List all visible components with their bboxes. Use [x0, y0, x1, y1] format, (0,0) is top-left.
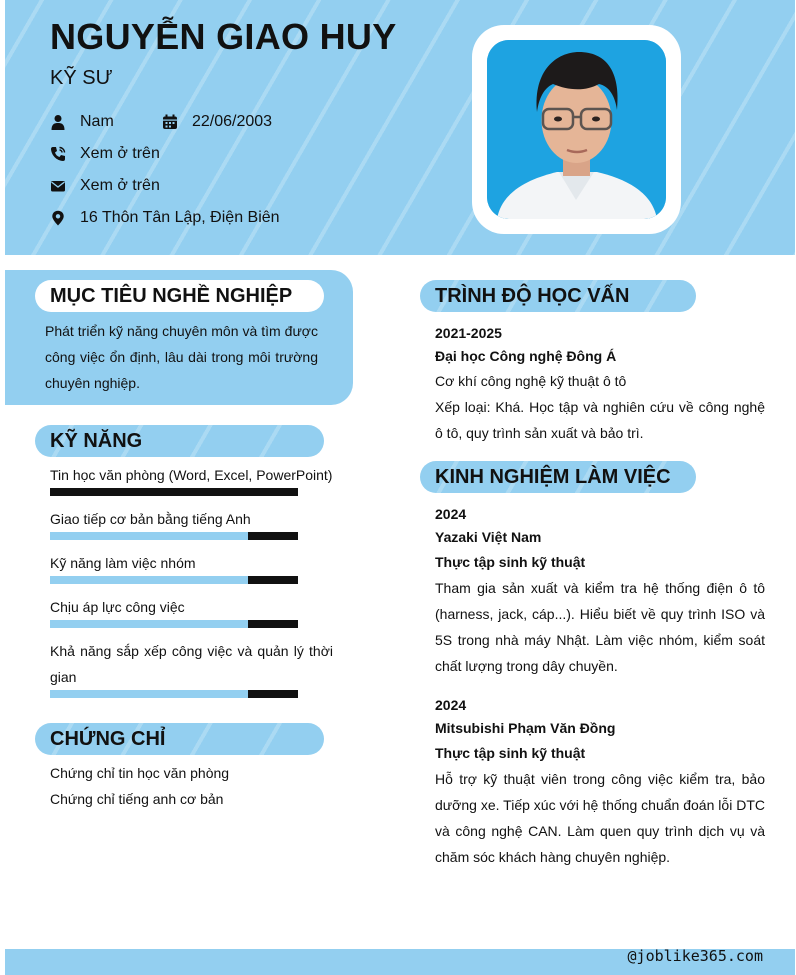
skill-bar-fill [50, 690, 248, 698]
experience-year: 2024 [435, 506, 467, 522]
skill-bar-fill [50, 620, 248, 628]
calendar-icon [162, 114, 178, 130]
footer-bar [5, 949, 795, 975]
job-title: KỸ SƯ [50, 67, 113, 89]
envelope-icon [50, 178, 66, 194]
location-pin-icon [50, 210, 66, 226]
objective-text: Phát triển kỹ năng chuyên môn và tìm được công việc ổn định, lâu dài trong môi trường chuyên nghiệp. [45, 323, 318, 391]
gender-row [50, 113, 114, 131]
skill-bar [50, 576, 298, 584]
email-value: Xem ở trên [80, 177, 160, 194]
address-value: 16 Thôn Tân Lập, Điện Biên [80, 209, 280, 226]
certificates-title: CHỨNG CHỈ [35, 723, 324, 755]
gender-value: Nam [80, 113, 114, 130]
skill-bar [50, 532, 298, 540]
experience-company: Mitsubishi Phạm Văn Đồng [435, 720, 616, 736]
address-row [50, 209, 280, 227]
experience-year: 2024 [435, 697, 467, 713]
skill-label: Kỹ năng làm việc nhóm [50, 555, 196, 571]
education-major: Cơ khí công nghệ kỹ thuật ô tô [435, 373, 627, 389]
education-title: TRÌNH ĐỘ HỌC VẤN [420, 280, 696, 312]
phone-row [50, 145, 160, 163]
experience-description: Tham gia sản xuất và kiểm tra hệ thống điện ô tô (harness, jack, cáp...). Hiểu biết về quy trình ISO và 5S trong nhà máy Nhật. Làm việc nhóm, kiểm soát chất lượng trong dây chuyền. [435, 580, 765, 674]
user-icon [50, 114, 66, 130]
certificate-item: Chứng chỉ tin học văn phòng [50, 765, 230, 781]
email-row [50, 177, 160, 195]
education-school: Đại học Công nghệ Đông Á [435, 348, 617, 364]
skill-label: Giao tiếp cơ bản bằng tiếng Anh [50, 511, 251, 527]
skill-label: Chịu áp lực công việc [50, 599, 185, 615]
candidate-name: NGUYỄN GIAO HUY [50, 16, 397, 57]
education-note: Xếp loại: Khá. Học tập và nghiên cứu về công nghệ ô tô, quy trình sản xuất và bảo trì. [435, 399, 765, 441]
skill-bar-fill [50, 532, 248, 540]
experience-role: Thực tập sinh kỹ thuật [435, 554, 586, 570]
experience-description: Hỗ trợ kỹ thuật viên trong công việc kiểm tra, bảo dưỡng xe. Tiếp xúc với hệ thống chuẩn đoán lỗi DTC và công nghệ CAN. Làm quen quy trình dịch vụ và chăm sóc khách hàng chuyên nghiệp. [435, 771, 765, 865]
phone-icon [50, 146, 66, 162]
objective-title: MỤC TIÊU NGHỀ NGHIỆP [35, 280, 324, 312]
education-period: 2021-2025 [435, 325, 502, 341]
experience-company: Yazaki Việt Nam [435, 529, 542, 545]
skill-label: Khả năng sắp xếp công việc và quản lý thời gian [50, 643, 333, 685]
skill-bar [50, 488, 298, 496]
photo-frame [472, 25, 681, 234]
birthdate-row [162, 113, 272, 131]
skill-bar [50, 620, 298, 628]
skill-bar-fill [50, 576, 248, 584]
birthdate-value: 22/06/2003 [192, 113, 273, 130]
phone-value: Xem ở trên [80, 145, 160, 162]
experience-role: Thực tập sinh kỹ thuật [435, 745, 586, 761]
footer-website: @joblike365.com [627, 947, 763, 965]
certificate-item: Chứng chỉ tiếng anh cơ bản [50, 791, 224, 807]
profile-photo [487, 40, 666, 219]
header-banner [5, 0, 795, 255]
skill-label: Tin học văn phòng (Word, Excel, PowerPoint) [50, 467, 333, 483]
skill-bar [50, 690, 298, 698]
skills-title: KỸ NĂNG [35, 425, 324, 457]
experience-title: KINH NGHIỆM LÀM VIỆC [420, 461, 696, 493]
